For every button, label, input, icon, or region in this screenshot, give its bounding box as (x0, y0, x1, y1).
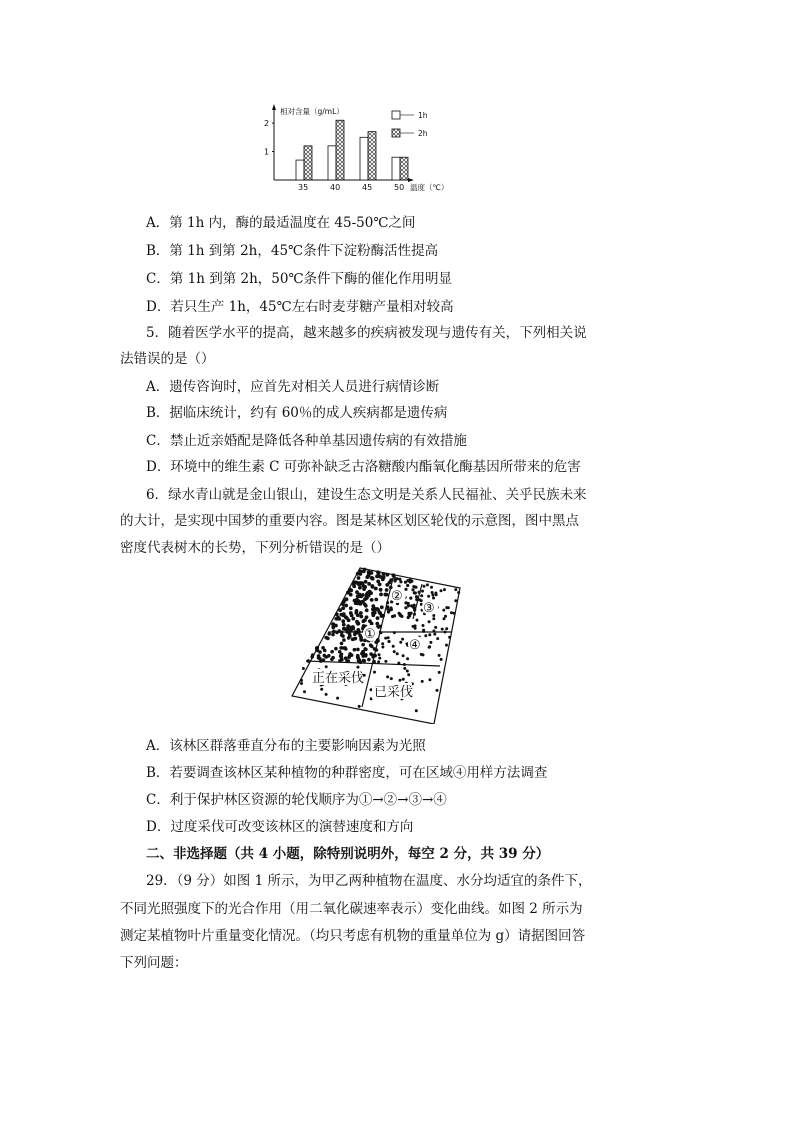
legend-swatch-1h (392, 111, 400, 119)
bar-1h-40 (328, 146, 336, 180)
q5-stem-line-1: 5．随着医学水平的提高，越来越多的疾病被发现与遗传有关，下列相关说 (146, 325, 587, 341)
q29-line-4: 下列问题： (120, 955, 188, 971)
x-tick-label: 45 (362, 183, 373, 192)
q29-line-3: 测定某植物叶片重量变化情况。（均只考虑有机物的重量单位为 g）请据图回答 (120, 928, 586, 944)
q6-stem-line-1: 6．绿水青山就是金山银山，建设生态文明是关系人民福祉、关乎民族未来 (146, 487, 587, 503)
forest-outline (292, 568, 460, 724)
bar-2h-50 (400, 157, 408, 180)
legend-label-1h: 1h (418, 111, 428, 120)
bar-1h-50 (392, 157, 400, 180)
q6-option-c: C．利于保护林区资源的轮伐顺序为①→②→③→④ (146, 792, 447, 808)
q29-line-1: 29．（9 分）如图 1 所示，为甲乙两种植物在温度、水分均适宜的条件下， (146, 873, 592, 889)
q6-stem-line-3: 密度代表树木的长势，下列分析错误的是（） (120, 540, 390, 556)
q6-option-a: A．该林区群落垂直分布的主要影响因素为光照 (146, 738, 426, 754)
q5-option-b: B．据临床统计，约有 60％的成人疾病都是遗传病 (146, 405, 448, 421)
section-heading: 二、非选择题（共 4 小题，除特别说明外，每空 2 分，共 39 分） (146, 846, 550, 862)
bar-2h-40 (336, 120, 344, 180)
bar-1h-45 (360, 137, 368, 180)
q4-option-b: B．第 1h 到第 2h，45℃条件下淀粉酶活性提高 (146, 243, 439, 259)
q5-option-d: D．环境中的维生素 C 可弥补缺乏古洛糖酸内酯氧化酶基因所带来的危害 (146, 459, 581, 475)
x-tick-label: 35 (298, 183, 309, 192)
q5-stem-line-2: 法错误的是（） (120, 351, 215, 367)
cut-label: 已采伐 (374, 685, 414, 700)
region-1-label: ① (364, 627, 376, 642)
q29-line-2: 不同光照强度下的光合作用（用二氧化碳速率表示）变化曲线。如图 2 所示为 (120, 901, 583, 917)
x-tick-label: 50 (394, 183, 405, 192)
region-2-label: ② (391, 589, 403, 604)
region-4-label: ④ (409, 638, 421, 653)
q4-option-c: C．第 1h 到第 2h，50℃条件下酶的催化作用明显 (146, 271, 453, 287)
legend-swatch-2h (392, 129, 400, 137)
bar-1h-35 (296, 160, 304, 180)
x-tick-label: 40 (330, 183, 341, 192)
q5-option-a: A．遗传咨询时，应首先对相关人员进行病情诊断 (146, 379, 440, 395)
legend-label-2h: 2h (418, 129, 428, 138)
cutting-label: 正在采伐 (312, 671, 365, 686)
region-3-label: ③ (423, 601, 435, 616)
bar-2h-35 (304, 146, 312, 180)
q6-stem-line-2: 的大计，是实现中国梦的重要内容。图是某林区划区轮伐的示意图，图中黑点 (120, 513, 579, 529)
q6-option-d: D．过度采伐可改变该林区的演替速度和方向 (146, 819, 414, 835)
q4-option-a: A．第 1h 内，酶的最适温度在 45-50℃之间 (146, 215, 416, 231)
enzyme-bar-chart (262, 102, 472, 194)
y-axis-arrow (272, 104, 276, 110)
bar-2h-45 (368, 132, 376, 180)
q4-option-d: D．若只生产 1h，45℃左右时麦芽糖产量相对较高 (146, 299, 454, 315)
x-axis-arrow (408, 178, 414, 182)
q5-option-c: C．禁止近亲婚配是降低各种单基因遗传病的有效措施 (146, 433, 467, 449)
y-tick-label: 1 (264, 147, 270, 157)
y-axis-label: 相对含量（g/mL） (280, 107, 344, 116)
x-axis-label: 温度（℃） (410, 183, 449, 192)
forest-rotation-diagram (290, 566, 462, 724)
q6-option-b: B．若要调查该林区某种植物的种群密度，可在区域④用样方法调查 (146, 765, 548, 781)
y-tick-label: 2 (264, 119, 270, 129)
